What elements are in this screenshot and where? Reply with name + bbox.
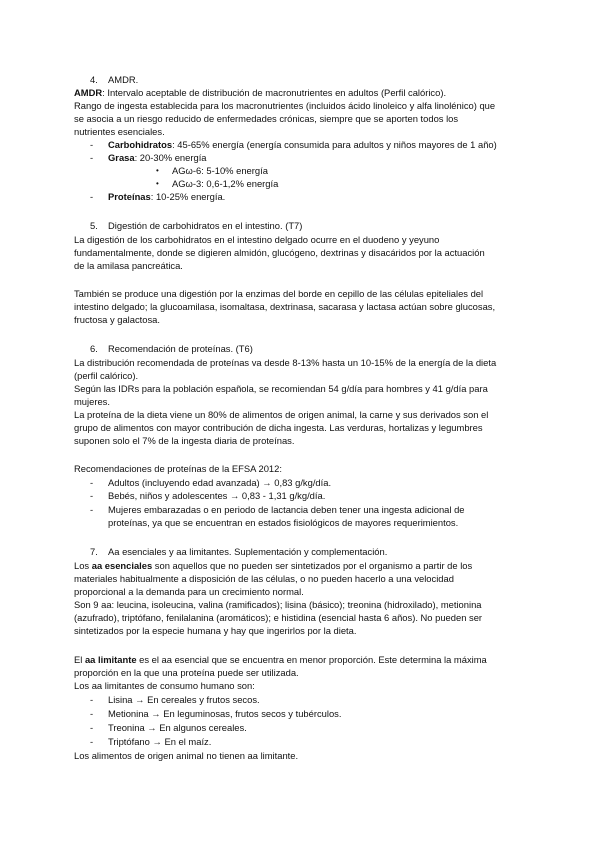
list-dash: - xyxy=(90,191,94,202)
list-item-embarazadas: Mujeres embarazadas o en periodo de lactancia deben tener una ingesta adicional de xyxy=(108,504,465,515)
list-item-proteinas xyxy=(108,191,225,203)
list-item-adultos: Adultos (incluyendo edad avanzada) → 0,83 g/kg/día. xyxy=(108,477,332,488)
list-item-grasa xyxy=(108,152,207,164)
paragraph-line: se asocia a un riesgo reducido de enfermedades crónicas, siempre que se aporten todos los xyxy=(74,113,459,124)
section-7-heading: Aa esenciales y aa limitantes. Suplementación y complementación. xyxy=(108,546,388,557)
fat-value: : 20-30% energía xyxy=(134,152,207,163)
paragraph-line: La distribución recomendada de proteínas va desde 8-13% hasta un 10-15% de la energía de la dieta xyxy=(74,357,497,368)
paragraph-line: materiales habitualmente a disposición de las células, o no pueden hacerlo a una velocidad xyxy=(74,573,454,584)
paragraph-line: mujeres. xyxy=(74,396,110,407)
carb-value: : 45-65% energía (energía consumida para adultos y niños mayores de 1 año) xyxy=(172,139,497,150)
paragraph-line: intestino delgado; la glucoamilasa, isomaltasa, dextrinasa, sacarasa y lactasa actúan sobre glucosas, xyxy=(74,301,496,312)
list-item-metionina: Metionina → En leguminosas, frutos secos y tubérculos. xyxy=(108,708,342,719)
paragraph-line: nutrientes esenciales. xyxy=(74,126,165,137)
list-dash: - xyxy=(90,490,94,501)
sublist-item-omega3: AGω-3: 0,6-1,2% energía xyxy=(172,178,279,189)
carb-label: Carbohidratos xyxy=(108,139,173,150)
paragraph-line: La digestión de los carbohidratos en el intestino delgado ocurre en el duodeno y yeyuno xyxy=(74,234,440,245)
list-dash: - xyxy=(90,722,94,733)
list-item-carbohidratos xyxy=(108,139,497,151)
prot-label: Proteínas xyxy=(108,191,151,202)
list-dash: - xyxy=(90,694,94,705)
fat-label: Grasa xyxy=(108,152,135,163)
list-item-bebes: Bebés, niños y adolescentes → 0,83 - 1,31 g/kg/día. xyxy=(108,490,326,501)
paragraph-line: grupo de alimentos con mayor contribución de dicha ingesta. Las verduras, hortalizas y legumbres xyxy=(74,422,483,433)
sublist-item-omega6: AGω-6: 5-10% energía xyxy=(172,165,268,176)
list-dash: - xyxy=(90,477,94,488)
list-dash: - xyxy=(90,504,94,515)
paragraph-line: (azufrado), triptófano, fenilalanina (aromáticos); e histidina (esencial hasta 6 años). No pueden ser xyxy=(74,612,483,623)
paragraph-line: Rango de ingesta establecida para los macronutrientes (incluidos ácido linoleico y alfa linolénico) que xyxy=(74,100,496,111)
section-4-heading: AMDR. xyxy=(108,74,139,85)
efsa-heading: Recomendaciones de proteínas de la EFSA 2012: xyxy=(74,463,282,474)
paragraph-line: Los alimentos de origen animal no tienen aa limitante. xyxy=(74,750,299,761)
list-dash: - xyxy=(90,152,94,163)
paragraph-line: (perfil calórico). xyxy=(74,370,139,381)
aa-esenciales-term: aa esenciales xyxy=(91,560,153,571)
paragraph-line: de la amilasa pancreática. xyxy=(74,260,183,271)
paragraph-line xyxy=(74,654,487,666)
paragraph-line: suponen solo el 7% de la ingesta diaria de proteínas. xyxy=(74,435,295,446)
section-5-number: 5. xyxy=(90,220,98,231)
text-run: El xyxy=(74,654,85,665)
paragraph-line: Son 9 aa: leucina, isoleucina, valina (ramificados); lisina (básico); treonina (hidroxilado), metionina xyxy=(74,599,482,610)
list-item-embarazadas-cont: proteínas, ya que se encuentran en estados fisiológicos de mayores requerimientos. xyxy=(108,517,459,528)
text-run: son aquellos que no pueden ser sintetizados por el organismo a partir de los xyxy=(152,560,473,571)
paragraph-line xyxy=(74,560,472,572)
section-6-heading: Recomendación de proteínas. (T6) xyxy=(108,343,253,354)
prot-value: : 10-25% energía. xyxy=(150,191,226,202)
paragraph-line: proporcional a la demanda para un crecimiento normal. xyxy=(74,586,304,597)
section-7-number: 7. xyxy=(90,546,98,557)
paragraph-line: fundamentalmente, donde se digieren almidón, glucógeno, dextrinas y disacáridos por la actuación xyxy=(74,247,485,258)
paragraph-line: También se produce una digestión por la enzimas del borde en cepillo de las células epiteliales del xyxy=(74,288,484,299)
amdr-definition xyxy=(74,87,446,99)
list-dash: - xyxy=(90,708,94,719)
aa-limitante-term: aa limitante xyxy=(84,654,137,665)
paragraph-line: Los aa limitantes de consumo humano son: xyxy=(74,680,255,691)
amdr-term: AMDR xyxy=(74,87,103,98)
paragraph-line: Según las IDRs para la población española, se recomiendan 54 g/día para hombres y 41 g/día para xyxy=(74,383,488,394)
text-run: es el aa esencial que se encuentra en menor proporción. Este determina la máxima xyxy=(136,654,487,665)
list-item-triptofano: Triptófano → En el maíz. xyxy=(108,736,212,747)
section-5-heading: Digestión de carbohidratos en el intestino. (T7) xyxy=(108,220,303,231)
list-dash: - xyxy=(90,736,94,747)
section-6-number: 6. xyxy=(90,343,98,354)
list-item-treonina: Treonina → En algunos cereales. xyxy=(108,722,247,733)
paragraph-line: proporción en la que una proteína puede ser utilizada. xyxy=(74,667,299,678)
text-run: Los xyxy=(74,560,92,571)
amdr-definition-text: : Intervalo aceptable de distribución de macronutrientes en adultos (Perfil calórico). xyxy=(102,87,447,98)
section-4-number: 4. xyxy=(90,74,98,85)
bullet-icon: • xyxy=(156,166,159,175)
paragraph-line: La proteína de la dieta viene un 80% de alimentos de origen animal, la carne y sus derivados son el xyxy=(74,409,489,420)
list-item-lisina: Lisina → En cereales y frutos secos. xyxy=(108,694,260,705)
bullet-icon: • xyxy=(156,179,159,188)
paragraph-line: fructosa y galactosa. xyxy=(74,314,160,325)
list-dash: - xyxy=(90,139,94,150)
paragraph-line: sintetizados por la especie humana y hay que ingerirlos por la dieta. xyxy=(74,625,357,636)
